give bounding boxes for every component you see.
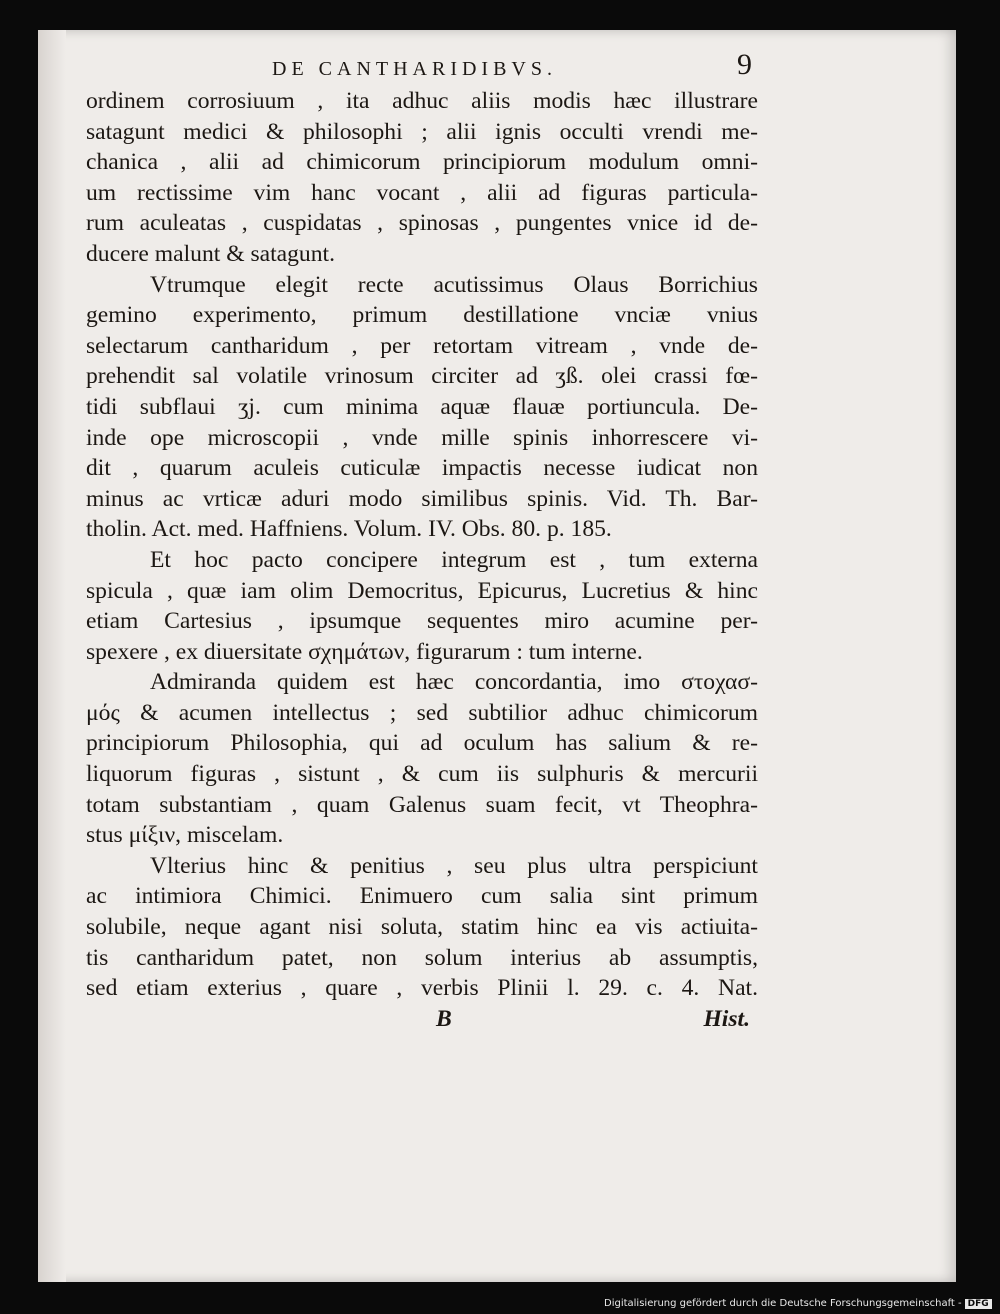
text-line: sed etiam exterius , quare , verbis Plinii l. 29. c. 4. Nat. bbox=[86, 975, 758, 1002]
dfg-watermark bbox=[604, 1298, 994, 1312]
text-line: rum aculeatas , cuspidatas , spinosas , pungentes vnice id de- bbox=[86, 210, 758, 237]
text-line: Vtrumque elegit recte acutissimus Olaus Borrichius bbox=[150, 271, 758, 298]
text-line: ordinem corrosiuum , ita adhuc aliis modis hæc illustrare bbox=[86, 88, 758, 114]
text-line: ac intimiora Chimici. Enimuero cum salia sint primum bbox=[86, 883, 758, 910]
text-line: tis cantharidum patet, non solum interius ab assumptis, bbox=[86, 944, 758, 971]
text-line: μός & acumen intellectus ; sed subtilior adhuc chimicorum bbox=[86, 699, 758, 726]
text-line: totam substantiam , quam Galenus suam fecit, vt Theophra- bbox=[86, 791, 758, 818]
text-line: etiam Cartesius , ipsumque sequentes miro acumine per- bbox=[86, 608, 758, 635]
text-line: principiorum Philosophia, qui ad oculum has salium & re- bbox=[86, 730, 758, 757]
text-line: Admiranda quidem est hæc concordantia, imo στοχασ- bbox=[150, 669, 758, 696]
text-line: tholin. Act. med. Haffniens. Volum. IV. Obs. 80. p. 185. bbox=[86, 516, 612, 543]
text-line: gemino experimento, primum destillatione vnciæ vnius bbox=[86, 302, 758, 329]
text-line: ducere malunt & satagunt. bbox=[86, 240, 335, 267]
text-line: spicula , quæ iam olim Democritus, Epicurus, Lucretius & hinc bbox=[86, 577, 758, 604]
text-line: Et hoc pacto concipere integrum est , tum externa bbox=[150, 546, 758, 573]
text-line: solubile, neque agant nisi soluta, statim hinc ea vis actiuita- bbox=[86, 914, 758, 941]
dfg-logo: DFG bbox=[965, 1299, 992, 1309]
page-number: 9 bbox=[737, 48, 752, 81]
catchword: Hist. bbox=[703, 1005, 750, 1032]
running-title: DE CANTHARIDIBVS. bbox=[272, 58, 557, 80]
text-line: minus ac vrticæ aduri modo similibus spinis. Vid. Th. Bar- bbox=[86, 485, 758, 512]
text-line: inde ope microscopii , vnde mille spinis inhorrescere vi- bbox=[86, 424, 758, 451]
text-line: prehendit sal volatile vrinosum circiter ad ʒß. olei crassi fœ- bbox=[86, 363, 758, 390]
text-line: Vlterius hinc & penitius , seu plus ultra perspiciunt bbox=[150, 852, 758, 879]
page-gutter bbox=[38, 30, 66, 1282]
text-line: um rectissime vim hanc vocant , alii ad figuras particula- bbox=[86, 179, 758, 206]
text-line: spexere , ex diuersitate σχημάτων, figurarum : tum interne. bbox=[86, 638, 643, 665]
body-text bbox=[86, 86, 758, 1034]
text-line: dit , quarum aculeis cuticulæ impactis necesse iudicat non bbox=[86, 455, 758, 482]
text-line: satagunt medici & philosophi ; alii ignis occulti vrendi me- bbox=[86, 118, 758, 145]
running-header bbox=[272, 50, 772, 90]
watermark-text: Digitalisierung gefördert durch die Deutsche Forschungsgemeinschaft - bbox=[604, 1298, 962, 1309]
text-line: tidi subflaui ʒj. cum minima aquæ flauæ portiuncula. De- bbox=[86, 393, 758, 420]
signature-mark: B bbox=[436, 1005, 452, 1032]
text-line: stus μίξιν, miscelam. bbox=[86, 822, 284, 849]
text-line: chanica , alii ad chimicorum principiorum modulum omni- bbox=[86, 149, 758, 176]
text-line: liquorum figuras , sistunt , & cum iis sulphuris & mercurii bbox=[86, 761, 758, 788]
text-line: selectarum cantharidum , per retortam vitream , vnde de- bbox=[86, 332, 758, 359]
page-footer bbox=[86, 1004, 758, 1035]
